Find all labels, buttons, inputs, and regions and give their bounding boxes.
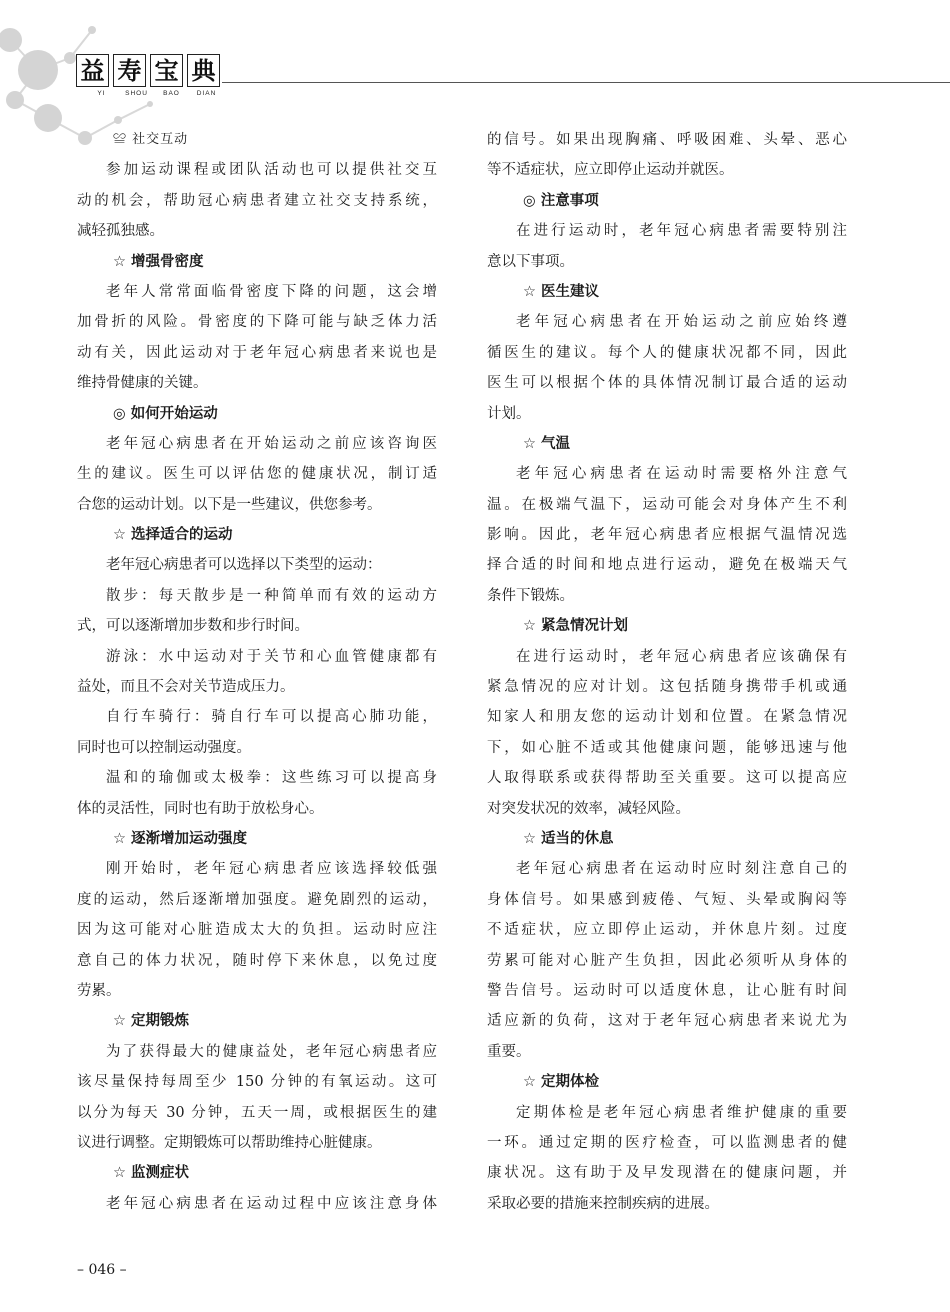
- right-column: [487, 125, 847, 1219]
- text-line: 为了获得最大的健康益处，老年冠心病患者应: [106, 1043, 437, 1060]
- brand-pinyin: [84, 90, 224, 97]
- text-line: 知家人和朋友您的运动计划和位置。在紧急情况: [487, 709, 847, 726]
- text-line: 度的运动，然后逐渐增加强度。避免剧烈的运动，: [77, 891, 437, 908]
- section-heading: ◎ 如何开始运动: [113, 405, 218, 422]
- text-line: 采取必要的措施来控制疾病的进展。: [487, 1195, 719, 1212]
- section-heading: ☆ 适当的休息: [523, 830, 614, 847]
- text-line: 劳累。: [77, 982, 121, 999]
- pinyin-syllable: DIAN: [196, 90, 217, 97]
- pinyin-syllable: SHOU: [125, 90, 148, 97]
- text-line: 择合适的时间和地点进行运动，避免在极端天气: [487, 557, 847, 574]
- text-line: 紧急情况的应对计划。这包括随身携带手机或通: [487, 679, 847, 696]
- pinyin-syllable: BAO: [163, 90, 180, 97]
- brand-title: [76, 54, 220, 87]
- text-line: 劳累可能对心脏产生负担，因此必须听从身体的: [487, 952, 847, 969]
- section-heading: ☆ 增强骨密度: [113, 253, 204, 270]
- text-line: 计划。: [487, 405, 531, 422]
- text-line: 重要。: [487, 1043, 531, 1060]
- text-line: 散步：每天散步是一种简单而有效的运动方: [106, 587, 437, 604]
- section-heading: ☆ 选择适合的运动: [113, 527, 233, 544]
- text-line: 老年冠心病患者在开始运动之前应始终遵: [516, 314, 847, 331]
- text-line: 不适症状，应立即停止运动，并休息片刻。过度: [487, 922, 847, 939]
- section-heading: ☆ 定期锻炼: [113, 1013, 190, 1030]
- section-heading: ☆ 定期体检: [523, 1074, 600, 1091]
- text-line: 人取得联系或获得帮助至关重要。这可以提高应: [487, 770, 847, 787]
- text-line: 因为这可能对心脏造成太大的负担。运动时应注: [77, 922, 437, 939]
- section-subheading: ≌ 社交互动: [113, 132, 189, 147]
- text-line: 循医生的建议。每个人的健康状况都不同，因此: [487, 344, 847, 361]
- text-line: 医生可以根据个体的具体情况制订最合适的运动: [487, 375, 847, 392]
- text-line: 定期体检是老年冠心病患者维护健康的重要: [516, 1104, 847, 1121]
- text-line: 该尽量保持每周至少 150 分钟的有氧运动。这可: [77, 1074, 437, 1091]
- text-line: 生的建议。医生可以评估您的健康状况，制订适: [77, 466, 437, 483]
- text-line: 一环。通过定期的医疗检查，可以监测患者的健: [487, 1134, 847, 1151]
- text-line: 老年冠心病患者在运动时应时刻注意自己的: [516, 861, 847, 878]
- brand-char: 益: [76, 54, 109, 87]
- text-line: 老年人常常面临骨密度下降的问题，这会增: [106, 283, 437, 300]
- header-rule: [222, 82, 950, 83]
- text-line: 体的灵活性，同时也有助于放松身心。: [77, 800, 324, 817]
- text-line: 动有关，因此运动对于老年冠心病患者来说也是: [77, 344, 437, 361]
- text-line: 参加运动课程或团队活动也可以提供社交互: [106, 162, 437, 179]
- text-line: 自行车骑行：骑自行车可以提高心肺功能，: [106, 709, 437, 726]
- brand-char: 典: [187, 54, 220, 87]
- brand-char: 宝: [150, 54, 183, 87]
- section-heading: ☆ 逐渐增加运动强度: [113, 830, 248, 847]
- text-line: 康状况。这有助于及早发现潜在的健康问题，并: [487, 1165, 847, 1182]
- pinyin-syllable: YI: [97, 90, 106, 97]
- text-line: 刚开始时，老年冠心病患者应该选择较低强: [106, 861, 437, 878]
- text-line: 温。在极端气温下，运动可能会对身体产生不利: [487, 496, 847, 513]
- left-column: [77, 125, 437, 1219]
- text-line: 警告信号。运动时可以适度休息，让心脏有时间: [487, 982, 847, 999]
- text-line: 老年冠心病患者在运动时需要格外注意气: [516, 466, 847, 483]
- text-line: 同时也可以控制运动强度。: [77, 739, 251, 756]
- text-line: 老年冠心病患者在开始运动之前应该咨询医: [106, 435, 437, 452]
- text-line: 式，可以逐渐增加步数和步行时间。: [77, 618, 309, 635]
- text-line: 以分为每天 30 分钟，五天一周，或根据医生的建: [77, 1104, 437, 1121]
- text-line: 温和的瑜伽或太极拳：这些练习可以提高身: [106, 770, 437, 787]
- page-number: – 046 –: [77, 1262, 127, 1278]
- text-line: 适应新的负荷，这对于老年冠心病患者来说尤为: [487, 1013, 847, 1030]
- section-heading: ◎ 注意事项: [523, 192, 599, 209]
- text-line: 的信号。如果出现胸痛、呼吸困难、头晕、恶心: [487, 132, 847, 148]
- text-line: 在进行运动时，老年冠心病患者需要特别注: [516, 223, 847, 240]
- text-line: 下，如心脏不适或其他健康问题，能够迅速与他: [487, 739, 847, 756]
- section-heading: ☆ 监测症状: [113, 1165, 190, 1182]
- text-line: 意以下事项。: [487, 253, 574, 270]
- text-line: 老年冠心病患者在运动过程中应该注意身体: [106, 1195, 437, 1212]
- text-line: 老年冠心病患者可以选择以下类型的运动：: [106, 557, 382, 574]
- section-heading: ☆ 紧急情况计划: [523, 618, 629, 635]
- text-line: 意自己的体力状况，随时停下来休息，以免过度: [77, 952, 437, 969]
- text-line: 条件下锻炼。: [487, 587, 574, 604]
- section-heading: ☆ 气温: [523, 435, 571, 452]
- text-line: 对突发状况的效率，减轻风险。: [487, 800, 690, 817]
- text-line: 维持骨健康的关键。: [77, 375, 208, 392]
- text-line: 游泳：水中运动对于关节和心血管健康都有: [106, 648, 437, 665]
- text-line: 议进行调整。定期锻炼可以帮助维持心脏健康。: [77, 1134, 382, 1151]
- text-line: 减轻孤独感。: [77, 223, 164, 240]
- text-line: 加骨折的风险。骨密度的下降可能与缺乏体力活: [77, 314, 437, 331]
- brand-char: 寿: [113, 54, 146, 87]
- section-heading: ☆ 医生建议: [523, 283, 600, 300]
- text-line: 等不适症状，应立即停止运动并就医。: [487, 162, 734, 179]
- text-line: 合您的运动计划。以下是一些建议，供您参考。: [77, 496, 382, 513]
- text-line: 在进行运动时，老年冠心病患者应该确保有: [516, 648, 847, 665]
- text-line: 益处，而且不会对关节造成压力。: [77, 679, 295, 696]
- text-line: 动的机会，帮助冠心病患者建立社交支持系统，: [77, 192, 437, 209]
- text-line: 身体信号。如果感到疲倦、气短、头晕或胸闷等: [487, 891, 847, 908]
- text-line: 影响。因此，老年冠心病患者应根据气温情况选: [487, 527, 847, 544]
